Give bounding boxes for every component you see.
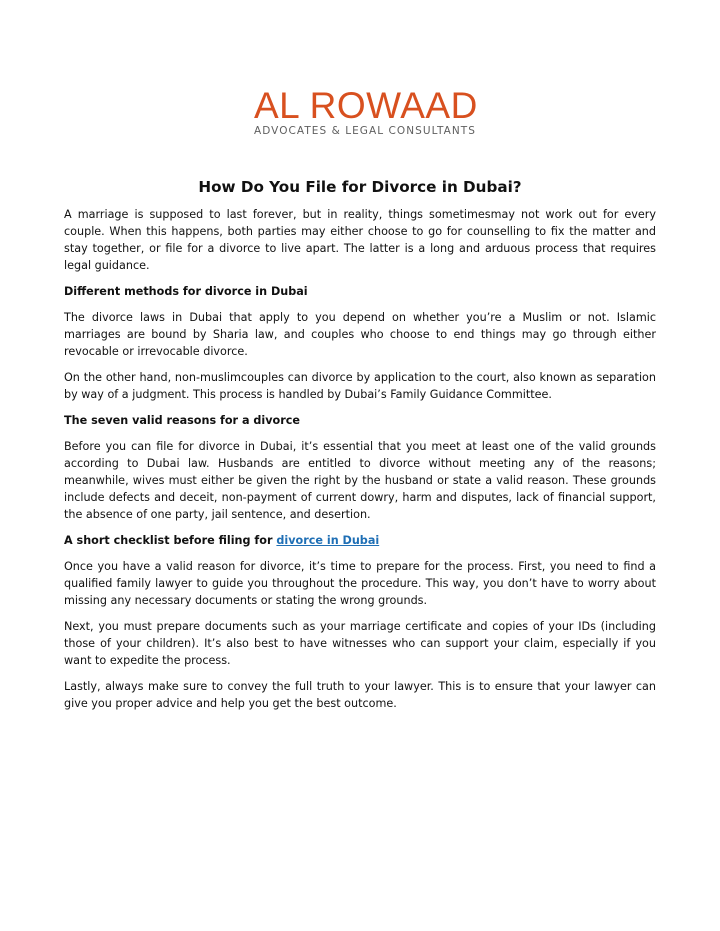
checklist-paragraph-1: Once you have a valid reason for divorce, it’s time to prepare for the process. First, you need to find a qualified family lawyer to guide you throughout the procedure. This way, you don’t have to worry about missing any necessary documents or stating the wrong grounds. [64,560,656,607]
intro-paragraph: A marriage is supposed to last forever, but in reality, things sometimesmay not work out for every couple. When this happens, both parties may either choose to go for counselling to fix the matter and stay together, or file for a divorce to live apart. The latter is a long and arduous process that requires legal guidance. [64,208,656,272]
logo-tagline: ADVOCATES & LEGAL CONSULTANTS [254,125,476,137]
methods-paragraph-1: The divorce laws in Dubai that apply to you depend on whether you’re a Muslim or not. Islamic marriages are bound by Sharia law, and couples who choose to end things may go through either revocable or irrevocable divorce. [64,311,656,358]
logo-name: AL ROWAAD [254,85,478,126]
article-body [64,206,656,721]
methods-heading: Different methods for divorce in Dubai [64,285,308,298]
checklist-paragraph-3: Lastly, always make sure to convey the full truth to your lawyer. This is to ensure that your lawyer can give you proper advice and help you get the best outcome. [64,680,656,710]
checklist-paragraph-2: Next, you must prepare documents such as your marriage certificate and copies of your IDs (including those of your children). It’s also best to have witnesses who can support your claim, especially if you want to expedite the process. [64,620,656,667]
divorce-in-dubai-link[interactable]: divorce in Dubai [276,534,380,547]
checklist-heading [64,532,656,549]
methods-paragraph-2: On the other hand, non-muslimcouples can divorce by application to the court, also known as separation by way of a judgment. This process is handled by Dubai’s Family Guidance Committee. [64,371,656,401]
document-title: How Do You File for Divorce in Dubai? [198,178,522,196]
al-rowaad-logo [254,85,478,137]
checklist-heading-text: A short checklist before filing for [64,534,277,547]
reasons-heading: The seven valid reasons for a divorce [64,414,300,427]
reasons-paragraph: Before you can file for divorce in Dubai, it’s essential that you meet at least one of the valid grounds according to Dubai law. Husbands are entitled to divorce without meeting any of the reasons; meanwhile, wives must either be given the right by the husband or state a valid reason. These grounds include defects and deceit, non-payment of current dowry, harm and disputes, lack of financial support, the absence of one party, jail sentence, and desertion. [64,440,656,521]
